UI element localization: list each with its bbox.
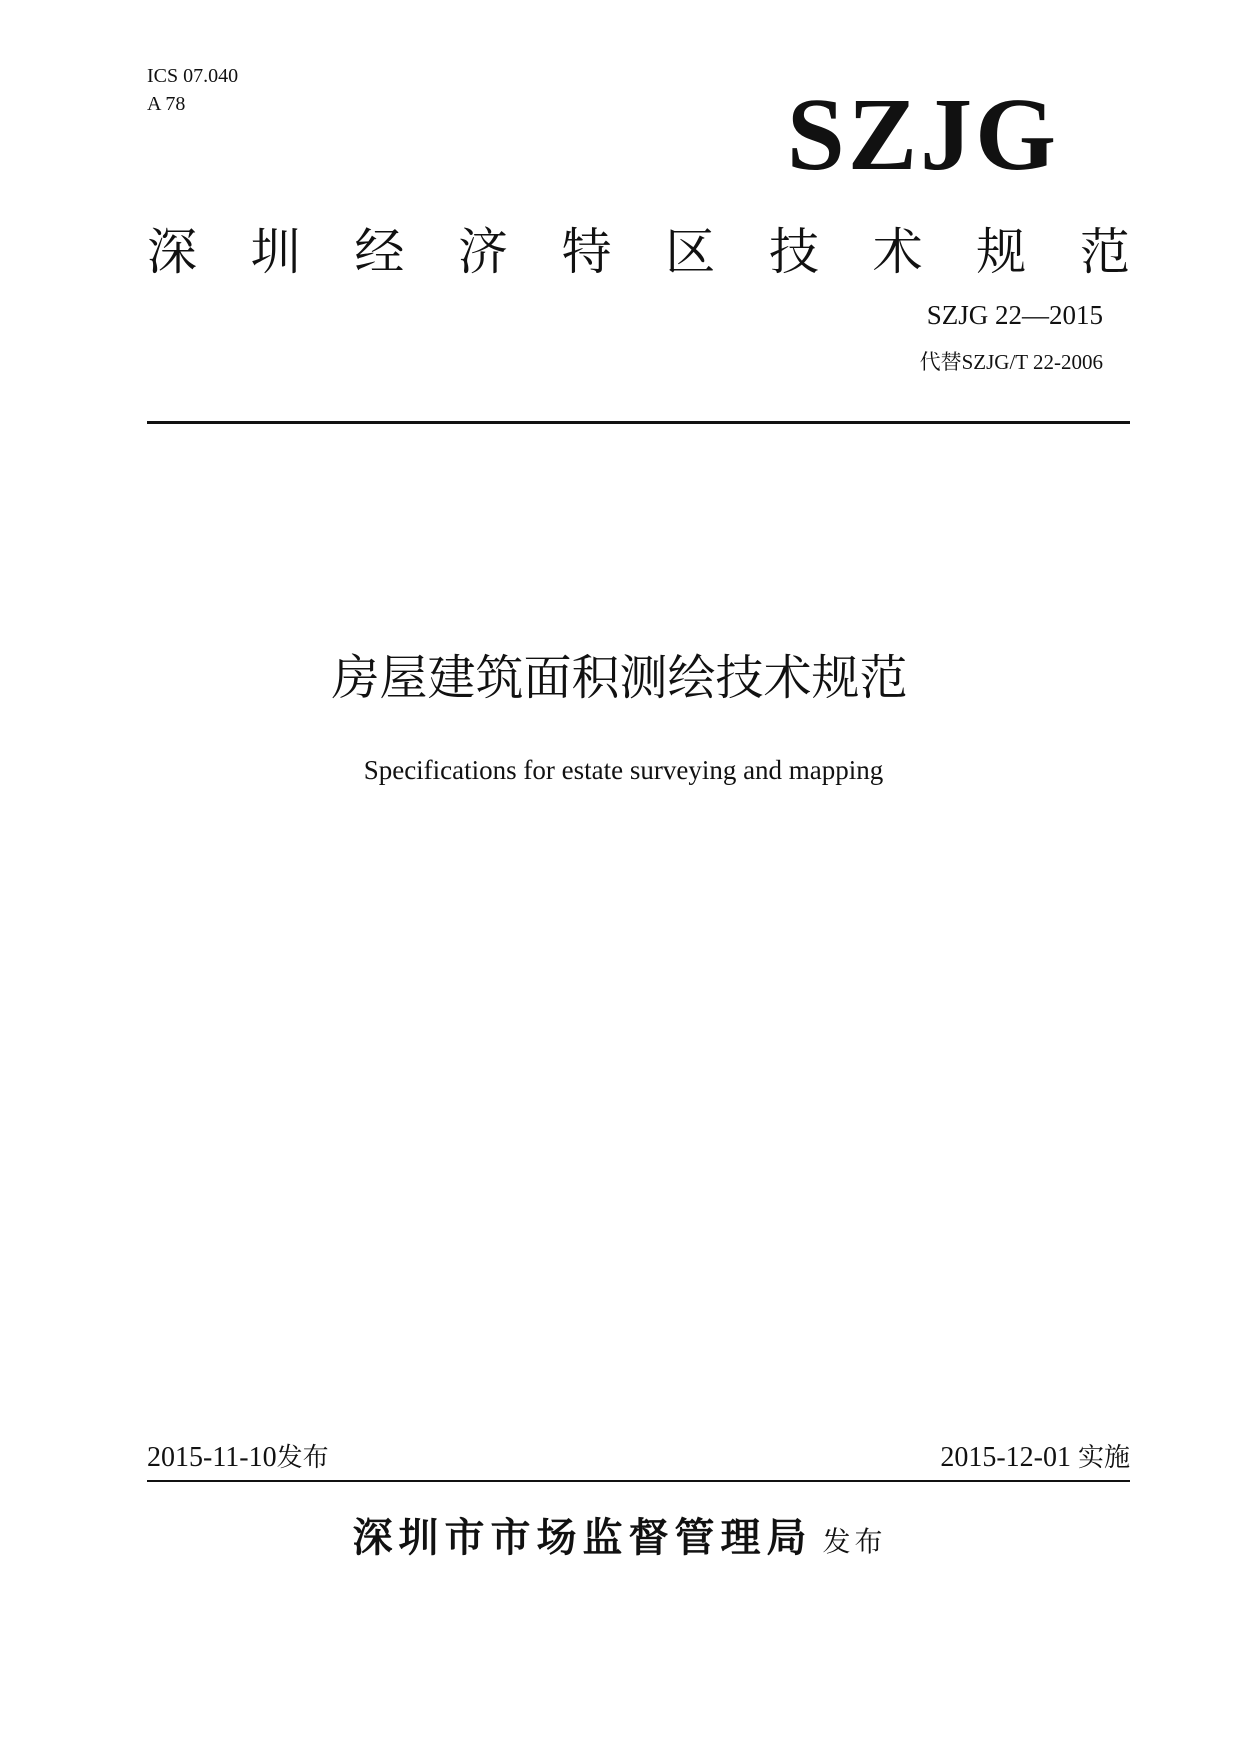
issue-date: 2015-11-10 <box>147 1442 277 1473</box>
category-char: 区 <box>665 223 716 281</box>
document-title-en: Specifications for estate surveying and mapping <box>363 755 884 785</box>
top-divider <box>147 421 1130 424</box>
publisher-line <box>0 1510 1239 1570</box>
category-char: 技 <box>768 223 819 281</box>
category-char: 术 <box>872 223 923 281</box>
implement-label: 实施 <box>1077 1443 1130 1473</box>
implement-date: 2015-12-01 <box>940 1442 1071 1473</box>
category-char: 经 <box>354 223 405 281</box>
replaces-standard: 代替SZJG/T 22-2006 <box>919 350 1103 374</box>
category-char: 特 <box>561 223 612 281</box>
category-char: 规 <box>976 223 1027 281</box>
class-code: A 78 <box>147 93 186 115</box>
issue-date-line <box>147 1440 329 1476</box>
category-char: 深 <box>147 223 197 281</box>
category-char: 圳 <box>250 223 301 281</box>
classification-codes <box>147 62 238 118</box>
standard-number: SZJG 22—2015 <box>926 300 1103 330</box>
issue-label: 发布 <box>276 1443 329 1473</box>
category-char: 济 <box>457 223 508 281</box>
publisher-name: 深圳市市场监督管理局 <box>352 1515 813 1561</box>
implement-date-line <box>940 1440 1130 1476</box>
publisher-action: 发布 <box>822 1525 887 1558</box>
bottom-divider <box>147 1480 1130 1482</box>
category-char: 范 <box>1079 223 1130 281</box>
ics-code: ICS 07.040 <box>147 65 239 87</box>
document-title-zh: 房屋建筑面积测绘技术规范 <box>331 650 908 706</box>
szjg-logo: SZJG <box>786 77 1059 192</box>
standard-category <box>147 220 1130 284</box>
